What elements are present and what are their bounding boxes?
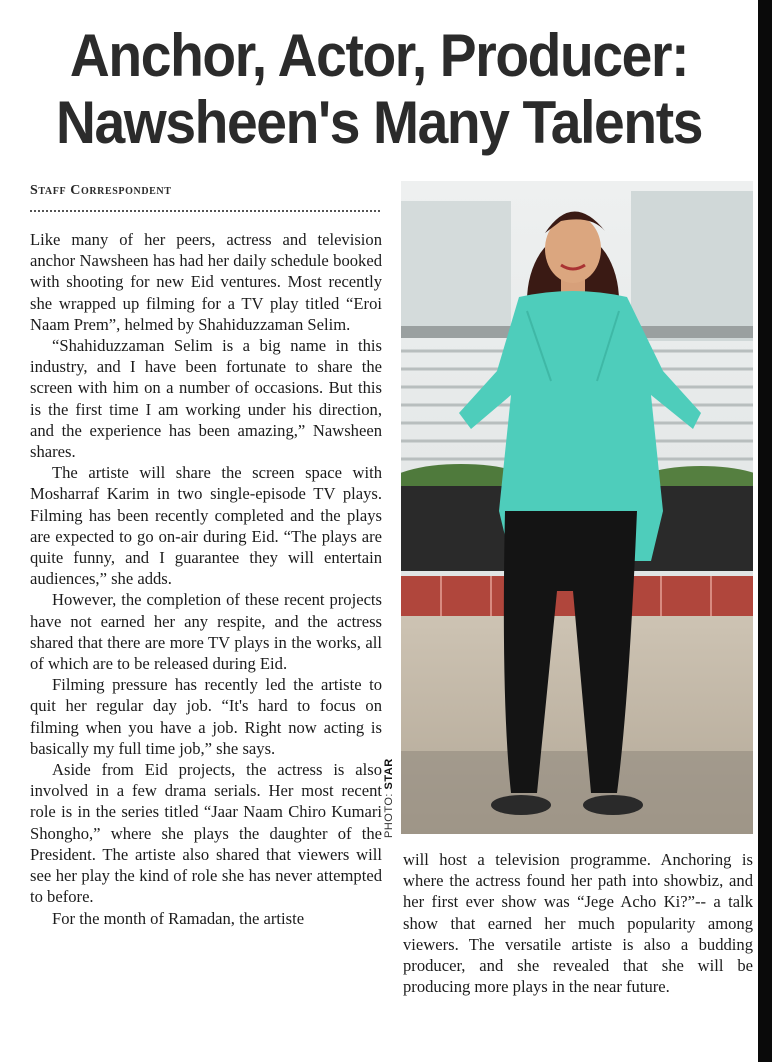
paragraph: Like many of her peers, actress and television anchor Nawsheen has had her daily schedule booked with shooting for new Eid ventures. Most recently she wrapped up filming for a TV play titled “Eroi Naam Prem”, helmed by Shahiduzzaman Selim. bbox=[30, 230, 382, 334]
byline-divider bbox=[30, 210, 380, 212]
page-edge bbox=[758, 0, 772, 1062]
paragraph: However, the completion of these recent projects have not earned her any respite, and the actress shared that there are more TV plays in the works, all of which are to be released during Eid. bbox=[30, 590, 382, 674]
paragraph: For the month of Ramadan, the artiste bbox=[52, 908, 305, 928]
headline-line-2: Nawsheen's Many Talents bbox=[55, 89, 703, 156]
article-column-1 bbox=[30, 229, 382, 929]
article-column-2 bbox=[403, 849, 753, 997]
paragraph: The artiste will share the screen space with Mosharraf Karim in two single-episode TV plays. Filming has been recently completed and the plays are expected to go on-air during Eid. “The plays are quite funny, and I guarantee they will entertain audiences,” she adds. bbox=[30, 463, 382, 589]
photo-credit-prefix: PHOTO: bbox=[383, 793, 395, 838]
headline bbox=[30, 22, 727, 156]
article-photo bbox=[401, 181, 753, 834]
paragraph: Aside from Eid projects, the actress is also involved in a few drama serials. Her most recent role is in the series titled “Jaar Naam Chiro Kumari Shongho,” where she plays the daughter of the President. The artiste also shared that viewers will see her play the kind of role she has never attempted to before. bbox=[30, 760, 382, 907]
paragraph: Filming pressure has recently led the artiste to quit her regular day job. “It's hard to focus on filming when you have a job. Right now acting is basically my full time job,” she says. bbox=[30, 675, 382, 758]
photo-credit bbox=[383, 758, 395, 838]
portrait-illustration bbox=[401, 181, 753, 834]
paragraph-continuation: will host a television programme. Anchoring is where the actress found her path into showbiz, and her first ever show was “Jege Acho Ki?”-- a talk show that earned her much popularity among viewers. The versatile artiste is also a budding producer, and she revealed that she will be producing more plays in the near future. bbox=[403, 850, 753, 997]
paragraph: “Shahiduzzaman Selim is a big name in this industry, and I have been fortunate to share the screen with him on a number of occasions. But this is the first time I am working under his direction, and the experience has been amazing,” Nawsheen shares. bbox=[30, 336, 382, 462]
byline: Staff Correspondent bbox=[30, 183, 172, 198]
headline-line-1: Anchor, Actor, Producer: bbox=[69, 22, 689, 89]
photo-credit-source: STAR bbox=[383, 758, 395, 790]
